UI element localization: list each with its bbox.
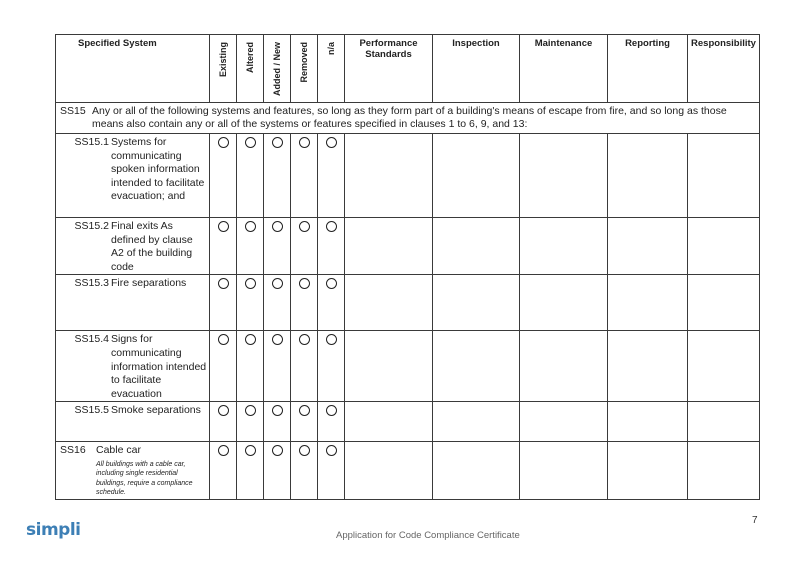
header-existing: Existing (210, 35, 237, 103)
footer-title: Application for Code Compliance Certificate (336, 530, 520, 541)
radio-existing[interactable] (218, 278, 229, 289)
radio-added-new[interactable] (272, 445, 283, 456)
specified-systems-table (55, 34, 760, 500)
radio-existing[interactable] (218, 445, 229, 456)
responsibility-cell[interactable] (688, 218, 760, 275)
ss15-text-line2: means also contain any or all of the systems or features specified in clauses 1 to 6, 9, and 13: (92, 118, 528, 130)
radio-altered[interactable] (245, 334, 256, 345)
ss16-label: Cable car (96, 444, 141, 457)
performance-standards-cell[interactable] (345, 134, 433, 218)
radio-removed[interactable] (299, 278, 310, 289)
performance-standards-cell[interactable] (345, 442, 433, 500)
radio-cell-existing (210, 442, 237, 500)
item-label: Fire separations (111, 277, 187, 290)
radio-cell-na (318, 402, 345, 442)
radio-altered[interactable] (245, 221, 256, 232)
header-reporting: Reporting (608, 35, 688, 103)
inspection-cell[interactable] (433, 134, 520, 218)
header-na: n/a (318, 35, 345, 103)
ss16-note: All buildings with a cable car, including single residential buildings, require a compliance schedule. (96, 460, 193, 497)
radio-na[interactable] (326, 137, 337, 148)
radio-cell-added-new (264, 134, 291, 218)
inspection-cell[interactable] (433, 275, 520, 331)
performance-standards-cell[interactable] (345, 402, 433, 442)
radio-altered[interactable] (245, 405, 256, 416)
reporting-cell[interactable] (608, 331, 688, 402)
radio-removed[interactable] (299, 405, 310, 416)
maintenance-cell[interactable] (520, 134, 608, 218)
radio-cell-altered (237, 275, 264, 331)
radio-existing[interactable] (218, 221, 229, 232)
radio-cell-altered (237, 442, 264, 500)
maintenance-cell[interactable] (520, 331, 608, 402)
radio-cell-na (318, 442, 345, 500)
radio-removed[interactable] (299, 334, 310, 345)
radio-cell-removed (291, 218, 318, 275)
item-row (56, 275, 760, 331)
radio-na[interactable] (326, 405, 337, 416)
radio-cell-altered (237, 402, 264, 442)
radio-cell-altered (237, 331, 264, 402)
ss15-text-line1: Any or all of the following systems and features, so long as they form part of a building's means of escape from fire, and so long as those (92, 105, 727, 117)
performance-standards-cell[interactable] (345, 275, 433, 331)
radio-added-new[interactable] (272, 137, 283, 148)
ss15-description (56, 103, 760, 134)
item-label: Smoke separations (111, 404, 201, 417)
reporting-cell[interactable] (608, 134, 688, 218)
ss16-code: SS16 (60, 444, 86, 457)
item-number: SS15.4 (74, 333, 109, 346)
performance-standards-cell[interactable] (345, 331, 433, 402)
radio-na[interactable] (326, 221, 337, 232)
radio-cell-added-new (264, 442, 291, 500)
radio-removed[interactable] (299, 221, 310, 232)
maintenance-cell[interactable] (520, 275, 608, 331)
radio-cell-na (318, 218, 345, 275)
system-cell (56, 402, 210, 442)
radio-cell-added-new (264, 218, 291, 275)
system-cell (56, 275, 210, 331)
simpli-logo: simpli (26, 520, 81, 540)
performance-standards-cell[interactable] (345, 218, 433, 275)
inspection-cell[interactable] (433, 442, 520, 500)
radio-removed[interactable] (299, 137, 310, 148)
radio-cell-removed (291, 442, 318, 500)
item-row (56, 218, 760, 275)
header-inspection: Inspection (433, 35, 520, 103)
radio-altered[interactable] (245, 137, 256, 148)
radio-cell-added-new (264, 402, 291, 442)
radio-na[interactable] (326, 334, 337, 345)
radio-na[interactable] (326, 278, 337, 289)
system-cell (56, 134, 210, 218)
item-label: Systems for communicating spoken information intended to facilitate evacuation; and (111, 136, 205, 203)
header-responsibility: Responsibility (688, 35, 760, 103)
maintenance-cell[interactable] (520, 442, 608, 500)
radio-cell-existing (210, 134, 237, 218)
responsibility-cell[interactable] (688, 134, 760, 218)
radio-na[interactable] (326, 445, 337, 456)
radio-cell-added-new (264, 275, 291, 331)
radio-cell-na (318, 275, 345, 331)
header-altered: Altered (237, 35, 264, 103)
radio-cell-added-new (264, 331, 291, 402)
ss15-code: SS15 (60, 105, 86, 117)
header-performance-standards: Performance Standards (345, 35, 433, 103)
responsibility-cell[interactable] (688, 442, 760, 500)
item-number: SS15.5 (74, 404, 109, 417)
radio-added-new[interactable] (272, 221, 283, 232)
header-removed: Removed (291, 35, 318, 103)
item-number: SS15.2 (74, 220, 109, 232)
reporting-cell[interactable] (608, 275, 688, 331)
radio-cell-existing (210, 331, 237, 402)
ss16-row (56, 442, 760, 500)
responsibility-cell[interactable] (688, 331, 760, 402)
radio-cell-na (318, 331, 345, 402)
item-number: SS15.3 (74, 277, 109, 290)
radio-cell-existing (210, 402, 237, 442)
system-cell (56, 442, 210, 500)
ss15-row (56, 103, 760, 134)
radio-cell-existing (210, 275, 237, 331)
reporting-cell[interactable] (608, 402, 688, 442)
radio-added-new[interactable] (272, 405, 283, 416)
maintenance-cell[interactable] (520, 402, 608, 442)
header-added-new: Added / New (264, 35, 291, 103)
page-number: 7 (752, 515, 758, 526)
item-label: Final exits As defined by clause A2 of the building code (111, 220, 193, 273)
inspection-cell[interactable] (433, 331, 520, 402)
radio-existing[interactable] (218, 405, 229, 416)
header-maintenance: Maintenance (520, 35, 608, 103)
reporting-cell[interactable] (608, 442, 688, 500)
item-row (56, 331, 760, 402)
radio-cell-removed (291, 134, 318, 218)
item-row (56, 402, 760, 442)
radio-added-new[interactable] (272, 278, 283, 289)
item-label: Signs for communicating information intended to facilitate evacuation (111, 333, 207, 400)
item-number: SS15.1 (74, 136, 109, 148)
radio-existing[interactable] (218, 137, 229, 148)
radio-altered[interactable] (245, 445, 256, 456)
inspection-cell[interactable] (433, 218, 520, 275)
system-cell (56, 218, 210, 275)
radio-altered[interactable] (245, 278, 256, 289)
header-specified-system: Specified System (56, 35, 210, 103)
radio-existing[interactable] (218, 334, 229, 345)
reporting-cell[interactable] (608, 218, 688, 275)
inspection-cell[interactable] (433, 402, 520, 442)
header-row (56, 35, 760, 103)
radio-removed[interactable] (299, 445, 310, 456)
system-cell (56, 331, 210, 402)
radio-cell-removed (291, 402, 318, 442)
responsibility-cell[interactable] (688, 275, 760, 331)
radio-cell-removed (291, 331, 318, 402)
responsibility-cell[interactable] (688, 402, 760, 442)
radio-cell-altered (237, 134, 264, 218)
radio-added-new[interactable] (272, 334, 283, 345)
item-row (56, 134, 760, 218)
maintenance-cell[interactable] (520, 218, 608, 275)
radio-cell-na (318, 134, 345, 218)
radio-cell-existing (210, 218, 237, 275)
radio-cell-altered (237, 218, 264, 275)
radio-cell-removed (291, 275, 318, 331)
